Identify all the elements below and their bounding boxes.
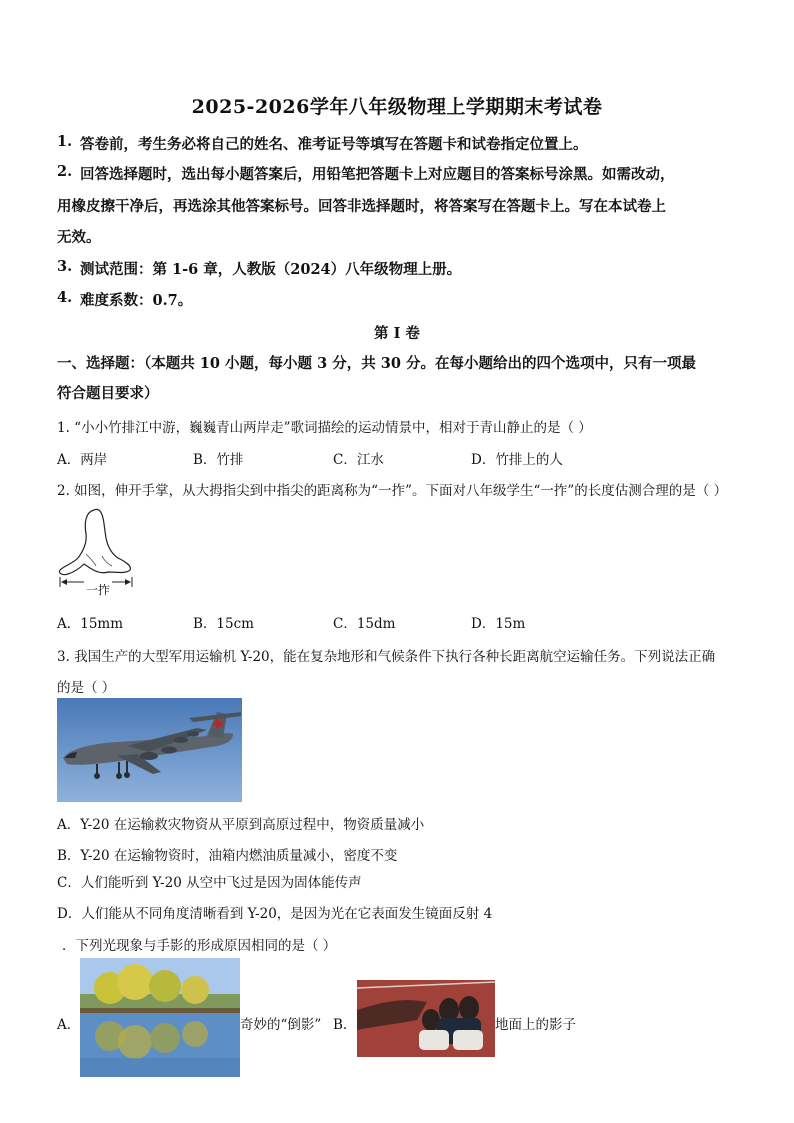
q2-option-a: A．15mm	[57, 616, 124, 632]
notice-3-number: 3.	[57, 258, 73, 275]
section-1-heading: 一、选择题：（本题共 10 小题，每小题 3 分，共 30 分。在每小题给出的四个选项中，只有一项最	[57, 355, 696, 372]
notice-4-text: 难度系数：0.7。	[80, 292, 193, 309]
section-1-heading-cont: 符合题目要求）	[57, 385, 159, 402]
q2-option-d: D．15m	[471, 616, 526, 632]
question-1-stem: 1. “小小竹排江中游，巍巍青山两岸走”歌词描绘的运动情景中，相对于青山静止的是（ ）	[57, 420, 592, 436]
notice-4-number: 4.	[57, 289, 73, 306]
q3-option-d: D．人们能从不同角度清晰看到 Y-20，是因为光在它表面发生镜面反射 4	[57, 906, 493, 922]
ground-shadow-image	[357, 980, 495, 1057]
volume-label: 第 I 卷	[374, 325, 420, 342]
exam-title: 2025-2026学年八年级物理上学期期末考试卷	[191, 96, 603, 118]
question-3-stem: 3. 我国生产的大型军用运输机 Y-20，能在复杂地形和气候条件下执行各种长距离航空运输任务。下列说法正确	[57, 649, 716, 665]
hand-span-figure	[56, 508, 136, 600]
y20-aircraft-image	[57, 698, 242, 802]
q4-option-b-caption: 地面上的影子	[495, 1017, 576, 1033]
hand-span-label: 一拃	[86, 583, 111, 597]
notice-2-continuation-1: 用橡皮擦干净后，再选涂其他答案标号。回答非选择题时，将答案写在答题卡上。写在本试卷上	[57, 198, 666, 215]
lake-reflection-image	[80, 958, 240, 1077]
ground-shadow-photo	[357, 980, 495, 1057]
q1-option-b: B．竹排	[193, 452, 244, 468]
notice-2-text: 回答选择题时，选出每小题答案后，用铅笔把答题卡上对应题目的答案标号涂黑。如需改动，	[80, 166, 675, 183]
question-3-stem-cont: 的是（ ）	[57, 680, 116, 696]
q3-option-b: B．Y-20 在运输物资时，油箱内燃油质量减小，密度不变	[57, 848, 398, 864]
q1-option-c: C．江水	[333, 452, 384, 468]
transport-aircraft-photo	[57, 698, 242, 802]
q3-option-a: A．Y-20 在运输救灾物资从平原到高原过程中，物资质量减小	[57, 817, 425, 833]
notice-3-text: 测试范围：第 1-6 章，人教版（2024）八年级物理上册。	[80, 261, 462, 278]
notice-2-continuation-2: 无效。	[57, 229, 101, 246]
q4-option-a-label: A．	[57, 1017, 81, 1033]
q1-option-d: D．竹排上的人	[471, 452, 563, 468]
q2-option-b: B．15cm	[193, 616, 254, 632]
notice-1-text: 答卷前，考生务必将自己的姓名、准考证号等填写在答题卡和试卷指定位置上。	[80, 136, 588, 153]
question-2-stem: 2. 如图，伸开手掌，从大拇指尖到中指尖的距离称为“一拃”。下面对八年级学生“一拃”的长度估测合理的是（ ）	[57, 483, 728, 499]
question-4-stem: ．下列光现象与手影的形成原因相同的是（ ）	[62, 938, 337, 954]
notice-2-number: 2.	[57, 163, 73, 180]
reflection-photo	[80, 958, 240, 1077]
q4-option-a-caption: 奇妙的“倒影”	[240, 1017, 322, 1033]
q1-option-a: A．两岸	[57, 452, 108, 468]
q3-option-c: C．人们能听到 Y-20 从空中飞过是因为固体能传声	[57, 875, 362, 891]
q2-option-c: C．15dm	[333, 616, 396, 632]
notice-1-number: 1.	[57, 133, 73, 150]
q4-option-b-label: B．	[333, 1017, 357, 1033]
